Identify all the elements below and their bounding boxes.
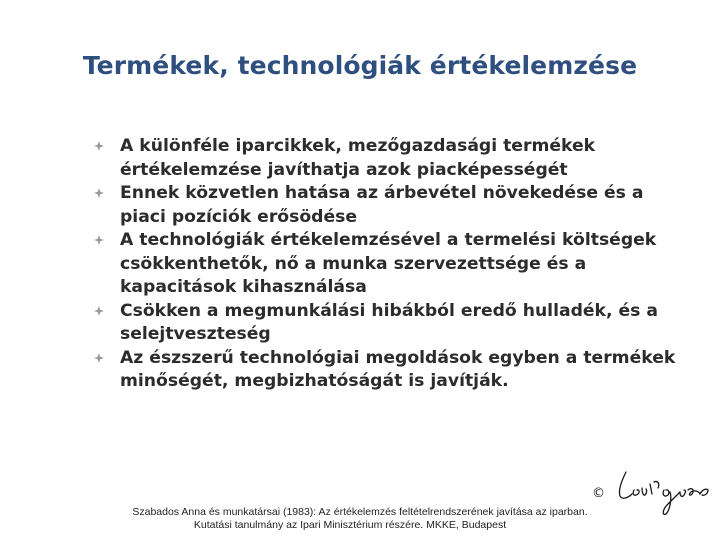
- citation-line-2: Kutatási tanulmány az Ipari Minisztérium részére. MKKE, Budapest: [193, 519, 507, 531]
- bullet-item: [0, 300, 680, 347]
- bullet-item: [0, 347, 680, 394]
- bullet-text: Csökken a megmunkálási hibákból eredő hulladék, és a selejtveszteség: [120, 300, 658, 344]
- bullet-text: A különféle iparcikkek, mezőgazdasági termékek értékelemzése javíthatja azok piacképességét: [120, 136, 596, 180]
- bullet-item: [0, 135, 680, 182]
- copyright-symbol: ©: [592, 486, 605, 501]
- diamond-bullet-icon: [94, 235, 104, 245]
- bullet-text: Ennek közvetlen hatása az árbevétel növekedése és a piaci pozíciók erősödése: [120, 183, 644, 227]
- diamond-bullet-icon: [94, 141, 104, 151]
- slide-title: Termékek, technológiák értékelemzése: [82, 50, 638, 80]
- reference-citation: [0, 506, 720, 532]
- bullet-text: A technológiák értékelemzésével a termelési költségek csökkenthetők, nő a munka szervezettsége és a kapacitások kihasználása: [120, 230, 657, 297]
- bullet-list: [0, 135, 720, 394]
- citation-line-1: Szabados Anna és munkatársai (1983): Az értékelemzés feltételrendszerének javítása az iparban.: [132, 506, 588, 518]
- bullet-text: Az észszerű technológiai megoldások egyben a termékek minőségét, megbizhatóságát is javítják.: [120, 347, 676, 391]
- diamond-bullet-icon: [94, 306, 104, 316]
- bullet-item: [0, 182, 680, 229]
- diamond-bullet-icon: [94, 353, 104, 363]
- bullet-item: [0, 229, 680, 300]
- diamond-bullet-icon: [94, 188, 104, 198]
